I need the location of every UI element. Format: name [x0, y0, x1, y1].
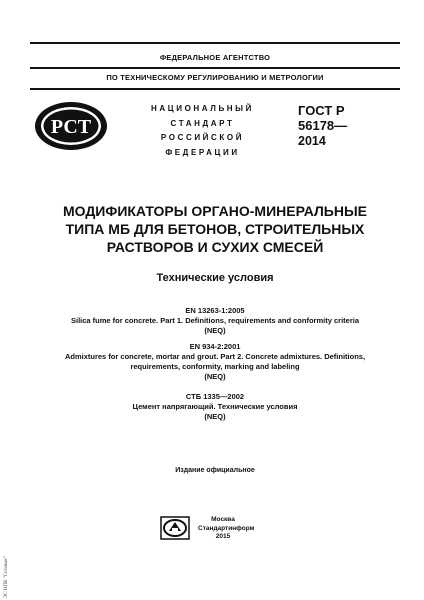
top-rule: [30, 42, 400, 44]
header-bottom-rule: [30, 88, 400, 90]
reference-text-line: Silica fume for concrete. Part 1. Definitions, requirements and conformity criteria: [71, 316, 359, 325]
agency-name-line2: ПО ТЕХНИЧЕСКОМУ РЕГУЛИРОВАНИЮ И МЕТРОЛОГИИ: [106, 73, 324, 82]
reference-text-line: (NEQ): [204, 412, 226, 421]
document-title: [30, 202, 400, 256]
reference-en-13263: [30, 306, 400, 336]
national-standard-line: НАЦИОНАЛЬНЫЙ: [151, 104, 254, 113]
document-subtitle: Технические условия: [156, 272, 274, 284]
reference-text-line: (NEQ): [204, 326, 226, 335]
reference-text-line: Admixtures for concrete, mortar and grout. Part 2. Concrete admixtures. Definitions,: [64, 352, 366, 361]
watermark-text: ЭС НПК "Сетевые": [4, 556, 9, 598]
agency-name-line1: ФЕДЕРАЛЬНОЕ АГЕНТСТВО: [159, 53, 271, 62]
publisher-year: 2015: [215, 533, 231, 540]
agency-divider: [30, 67, 400, 69]
svg-text:РСТ: РСТ: [50, 116, 92, 138]
document-title-line: РАСТВОРОВ И СУХИХ СМЕСЕЙ: [106, 239, 324, 255]
standard-code-line2: 56178—: [298, 118, 348, 133]
document-title-line: МОДИФИКАТОРЫ ОРГАНО-МИНЕРАЛЬНЫЕ: [62, 203, 368, 219]
publisher-name: Стандартинформ: [198, 524, 255, 532]
reference-code: EN 934-2:2001: [189, 342, 241, 351]
standard-code-line1: ГОСТ Р: [298, 103, 345, 118]
standard-year: 2014: [298, 134, 326, 148]
document-title-line: ТИПА МБ ДЛЯ БЕТОНОВ, СТРОИТЕЛЬНЫХ: [65, 221, 365, 237]
publisher-city: Москва: [211, 516, 235, 523]
reference-text-line: requirements, conformity, marking and labeling: [130, 362, 300, 371]
national-standard-line: ФЕДЕРАЦИИ: [165, 147, 240, 157]
reference-text-line: Цемент напрягающий. Технические условия: [132, 402, 298, 411]
national-standard-line: СТАНДАРТ: [170, 118, 235, 128]
standartinform-logo-icon: [160, 516, 190, 540]
reference-code: EN 13263-1:2005: [185, 306, 245, 315]
official-edition-label: Издание официальное: [175, 467, 255, 474]
side-watermark: [4, 528, 14, 598]
reference-code: СТБ 1335—2002: [185, 392, 245, 401]
publisher-info: [198, 516, 255, 542]
national-standard-label: [130, 102, 275, 160]
reference-stb-1335: [30, 392, 400, 422]
reference-text-line: (NEQ): [204, 372, 226, 381]
gost-r-emblem-icon: [33, 100, 109, 152]
standard-code: [298, 103, 347, 133]
national-standard-line: РОССИЙСКОЙ: [160, 133, 245, 142]
reference-en-934: [30, 342, 400, 382]
